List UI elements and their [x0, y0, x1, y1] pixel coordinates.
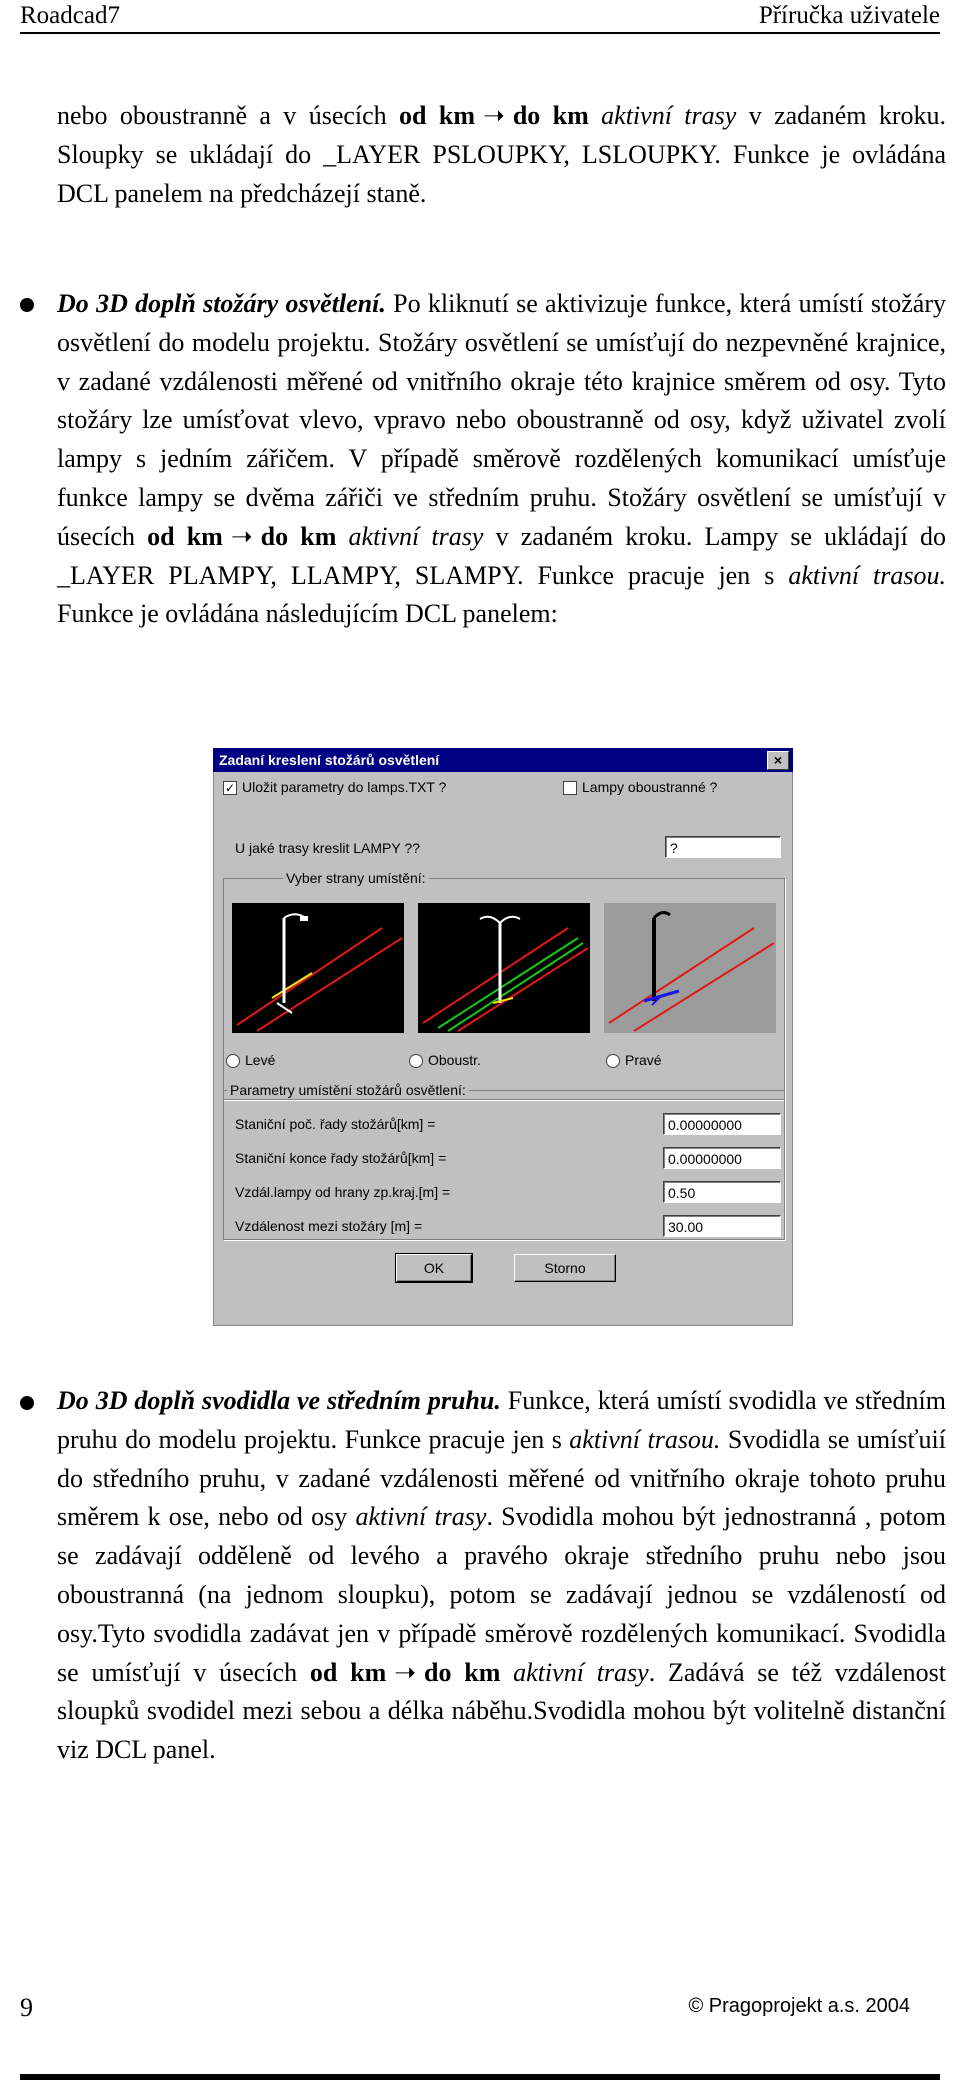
bold-to-km: do km — [512, 101, 589, 130]
radio-right[interactable] — [606, 1054, 620, 1068]
text: Po kliknutí se aktivizuje funkce, která umístí stožáry osvětlení do modelu projektu. Stožáry osvětlení se umísťují do nezpevněné krajnice, v zadané vzdálenosti měřené od vnitřního okraje této krajnice směrem od osy. Tyto stožáry lze umísťovat vlevo, vpravo nebo oboustranně od osy, když uživatel zvolí lampy s jedním zářičem. V případě směrově rozdělených komunikací umísťuje funkce lampy se dvěma zářiči ve středním pruhu. Stožáry osvětlení se umísťují v úsecích — [57, 289, 946, 551]
text: v zadaném kroku. Sloupky se ukládají do _LAYER PSLOUPKY, LSLOUPKY. Funkce je ovládána DCL panelem na předcházejí staně. — [57, 101, 947, 208]
preview-both — [418, 903, 590, 1033]
track-input[interactable]: ? — [665, 836, 781, 858]
preview-left — [232, 903, 404, 1033]
radio-both-label: Oboustr. — [428, 1052, 481, 1068]
bold-to-km: do km — [260, 521, 337, 551]
side-group-title: Vyber strany umístění: — [283, 870, 429, 886]
copyright: © Pragoprojekt a.s. 2004 — [688, 1995, 910, 2017]
italic-active-route: aktivní trasy — [348, 521, 484, 551]
lamp-distance-input[interactable]: 0.50 — [663, 1181, 781, 1203]
text: . Zadává se též vzdálenost sloupků svodidel mezi sebou a délka náběhu.Svodidla mohou být volitelně distanční viz DCL panel. — [57, 1657, 946, 1765]
params-group-title: Parametry umístění stožárů osvětlení: — [227, 1082, 469, 1098]
save-params-checkbox[interactable]: ✓ — [224, 781, 236, 795]
spacing-input[interactable]: 30.00 — [663, 1215, 781, 1237]
close-button[interactable]: × — [767, 751, 789, 770]
lamp-distance-label: Vzdál.lampy od hrany zp.kraj.[m] = — [235, 1184, 451, 1200]
paragraph-lamp-posts — [57, 285, 946, 634]
page-header — [20, 0, 940, 34]
arrow-icon: ➝ — [394, 1657, 417, 1687]
paragraph-median-guardrail — [57, 1382, 946, 1770]
bullet-icon — [20, 1396, 34, 1410]
italic-active-route: aktivní trasy — [601, 101, 737, 130]
end-station-label: Staniční konce řady stožárů[km] = — [235, 1150, 447, 1166]
header-right: Příručka uživatele — [758, 2, 940, 29]
spacing-label: Vzdálenost mezi stožáry [m] = — [235, 1218, 423, 1234]
section-title: Do 3D doplň svodidla ve středním pruhu. — [57, 1386, 501, 1415]
radio-right-label: Pravé — [625, 1052, 662, 1068]
page-number: 9 — [20, 1993, 33, 2022]
italic-active-route: aktivní trasou. — [569, 1424, 721, 1454]
dialog-title: Zadaní kreslení stožárů osvětlení — [219, 752, 440, 768]
preview-right — [604, 903, 776, 1033]
arrow-icon: ➝ — [483, 101, 505, 130]
italic-active-route: aktivní trasy — [355, 1502, 487, 1532]
bullet-icon — [20, 298, 34, 312]
bold-from-km: od km — [147, 521, 223, 551]
arrow-icon: ➝ — [230, 521, 253, 551]
bold-from-km: od km — [399, 101, 476, 130]
section-title: Do 3D doplň stožáry osvětlení. — [57, 289, 386, 318]
ok-button[interactable]: OK — [396, 1254, 472, 1282]
italic-active-route: aktivní trasy — [513, 1657, 649, 1687]
both-lamps-label: Lampy oboustranné ? — [582, 779, 718, 795]
text: Funkce, která umístí svodidla ve středním pruhu do modelu projektu. Funkce pracuje jen s — [57, 1386, 946, 1454]
both-lamps-checkbox[interactable] — [563, 781, 577, 795]
dialog-titlebar — [213, 748, 793, 772]
track-label: U jaké trasy kreslit LAMPY ?? — [235, 840, 420, 856]
start-station-input[interactable]: 0.00000000 — [663, 1113, 781, 1135]
dcl-dialog — [213, 748, 793, 1326]
header-rule — [20, 32, 940, 34]
cancel-button[interactable]: Storno — [514, 1254, 616, 1282]
start-station-label: Staniční poč. řady stožárů[km] = — [235, 1116, 436, 1132]
italic-active-route: aktivní trasou. — [788, 560, 947, 590]
radio-both[interactable] — [409, 1054, 423, 1068]
save-params-label: Uložit parametry do lamps.TXT ? — [242, 779, 447, 795]
end-station-input[interactable]: 0.00000000 — [663, 1147, 781, 1169]
footer-rule — [20, 2074, 940, 2080]
paragraph-guardrail-posts — [57, 97, 946, 213]
text: v zadaném kroku. Lampy se ukládají do _LAYER PLAMPY, LLAMPY, SLAMPY. Funkce pracuje jen s — [57, 521, 947, 590]
text: Funkce je ovládána následujícím DCL panelem: — [57, 599, 558, 629]
header-left: Roadcad7 — [20, 2, 120, 29]
bold-to-km: do km — [424, 1657, 501, 1687]
radio-left-label: Levé — [245, 1052, 276, 1068]
text: Svodidla se umísťuií do středního pruhu, v zadané vzdálenosti měřené od vnitřního okraje tohoto pruhu směrem k ose, nebo od osy — [57, 1424, 946, 1532]
text: nebo oboustranně a v úsecích — [57, 101, 400, 130]
text: . Svodidla mohou být jednostranná , potom se zadávají odděleně od levého a pravého okraje středního pruhu nebo jsou oboustranná (na jednom sloupku), potom se zadávají jednou se vzdáleností od osy.Tyto svodidla zadávat jen v případě směrově rozdělených komunikací. Svodidla se umísťují v úsecích — [57, 1502, 946, 1687]
radio-left[interactable] — [226, 1054, 240, 1068]
bold-from-km: od km — [309, 1657, 387, 1687]
